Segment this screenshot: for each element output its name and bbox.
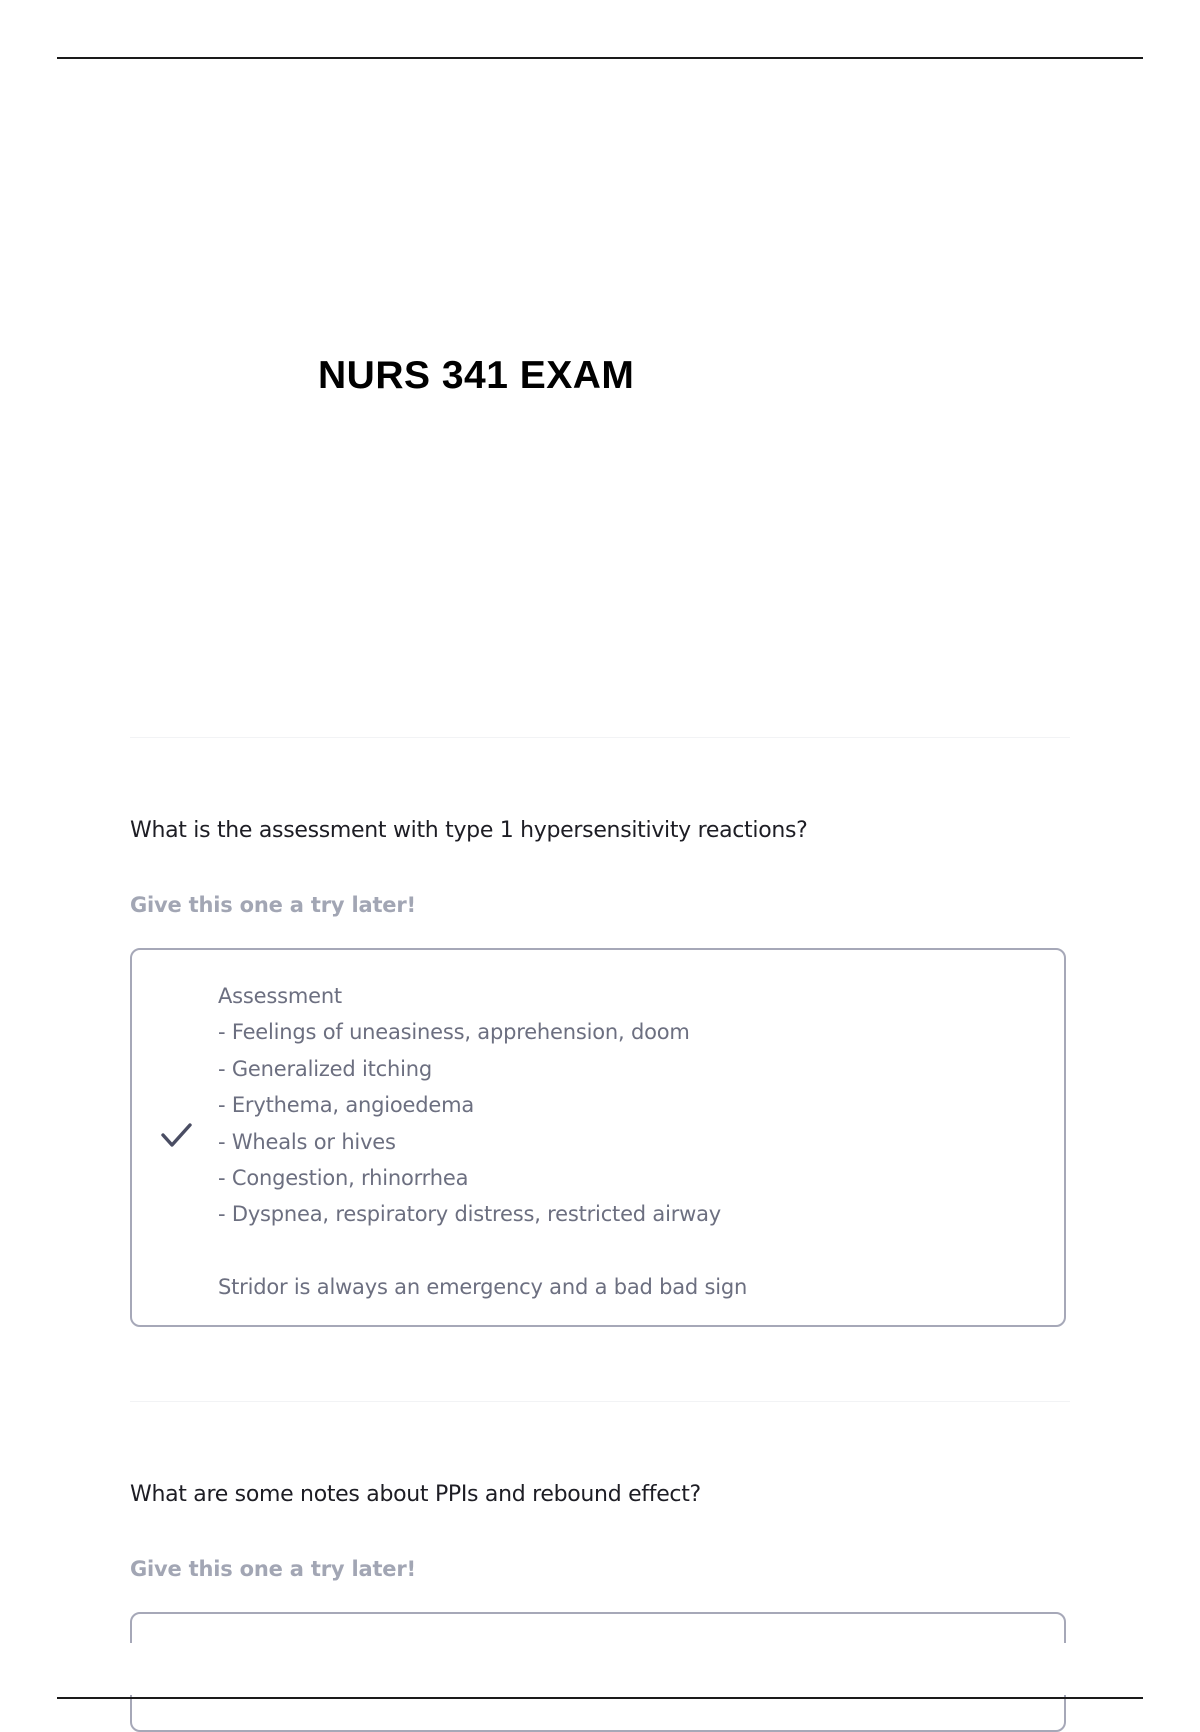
card-divider <box>130 737 1070 738</box>
answer-note: Stridor is always an emergency and a bad bad sign <box>218 1275 748 1300</box>
answer-spacer <box>218 1233 747 1269</box>
answer-line: - Dyspnea, respiratory distress, restricted airway <box>218 1202 722 1227</box>
answer-card[interactable] <box>130 948 1066 1327</box>
page-bottom-margin <box>0 1643 1200 1695</box>
try-later-hint[interactable]: Give this one a try later! <box>130 1557 416 1581</box>
answer-text <box>218 978 747 1306</box>
check-icon <box>159 1120 195 1150</box>
answer-heading: Assessment <box>218 984 342 1008</box>
answer-line: - Feelings of uneasiness, apprehension, doom <box>218 1020 690 1045</box>
question-text: What is the assessment with type 1 hypersensitivity reactions? <box>130 818 808 843</box>
answer-line: - Erythema, angioedema <box>218 1093 475 1118</box>
answer-line: - Generalized itching <box>218 1056 432 1081</box>
try-later-hint[interactable]: Give this one a try later! <box>130 893 416 917</box>
answer-line: - Congestion, rhinorrhea <box>218 1166 469 1191</box>
question-text: What are some notes about PPIs and rebound effect? <box>130 1482 701 1507</box>
page-bottom-rule <box>57 1697 1143 1699</box>
page-top-rule <box>57 57 1143 59</box>
document-title: NURS 341 EXAM <box>318 354 635 397</box>
answer-line: - Wheals or hives <box>218 1129 396 1154</box>
card-divider <box>130 1401 1070 1402</box>
